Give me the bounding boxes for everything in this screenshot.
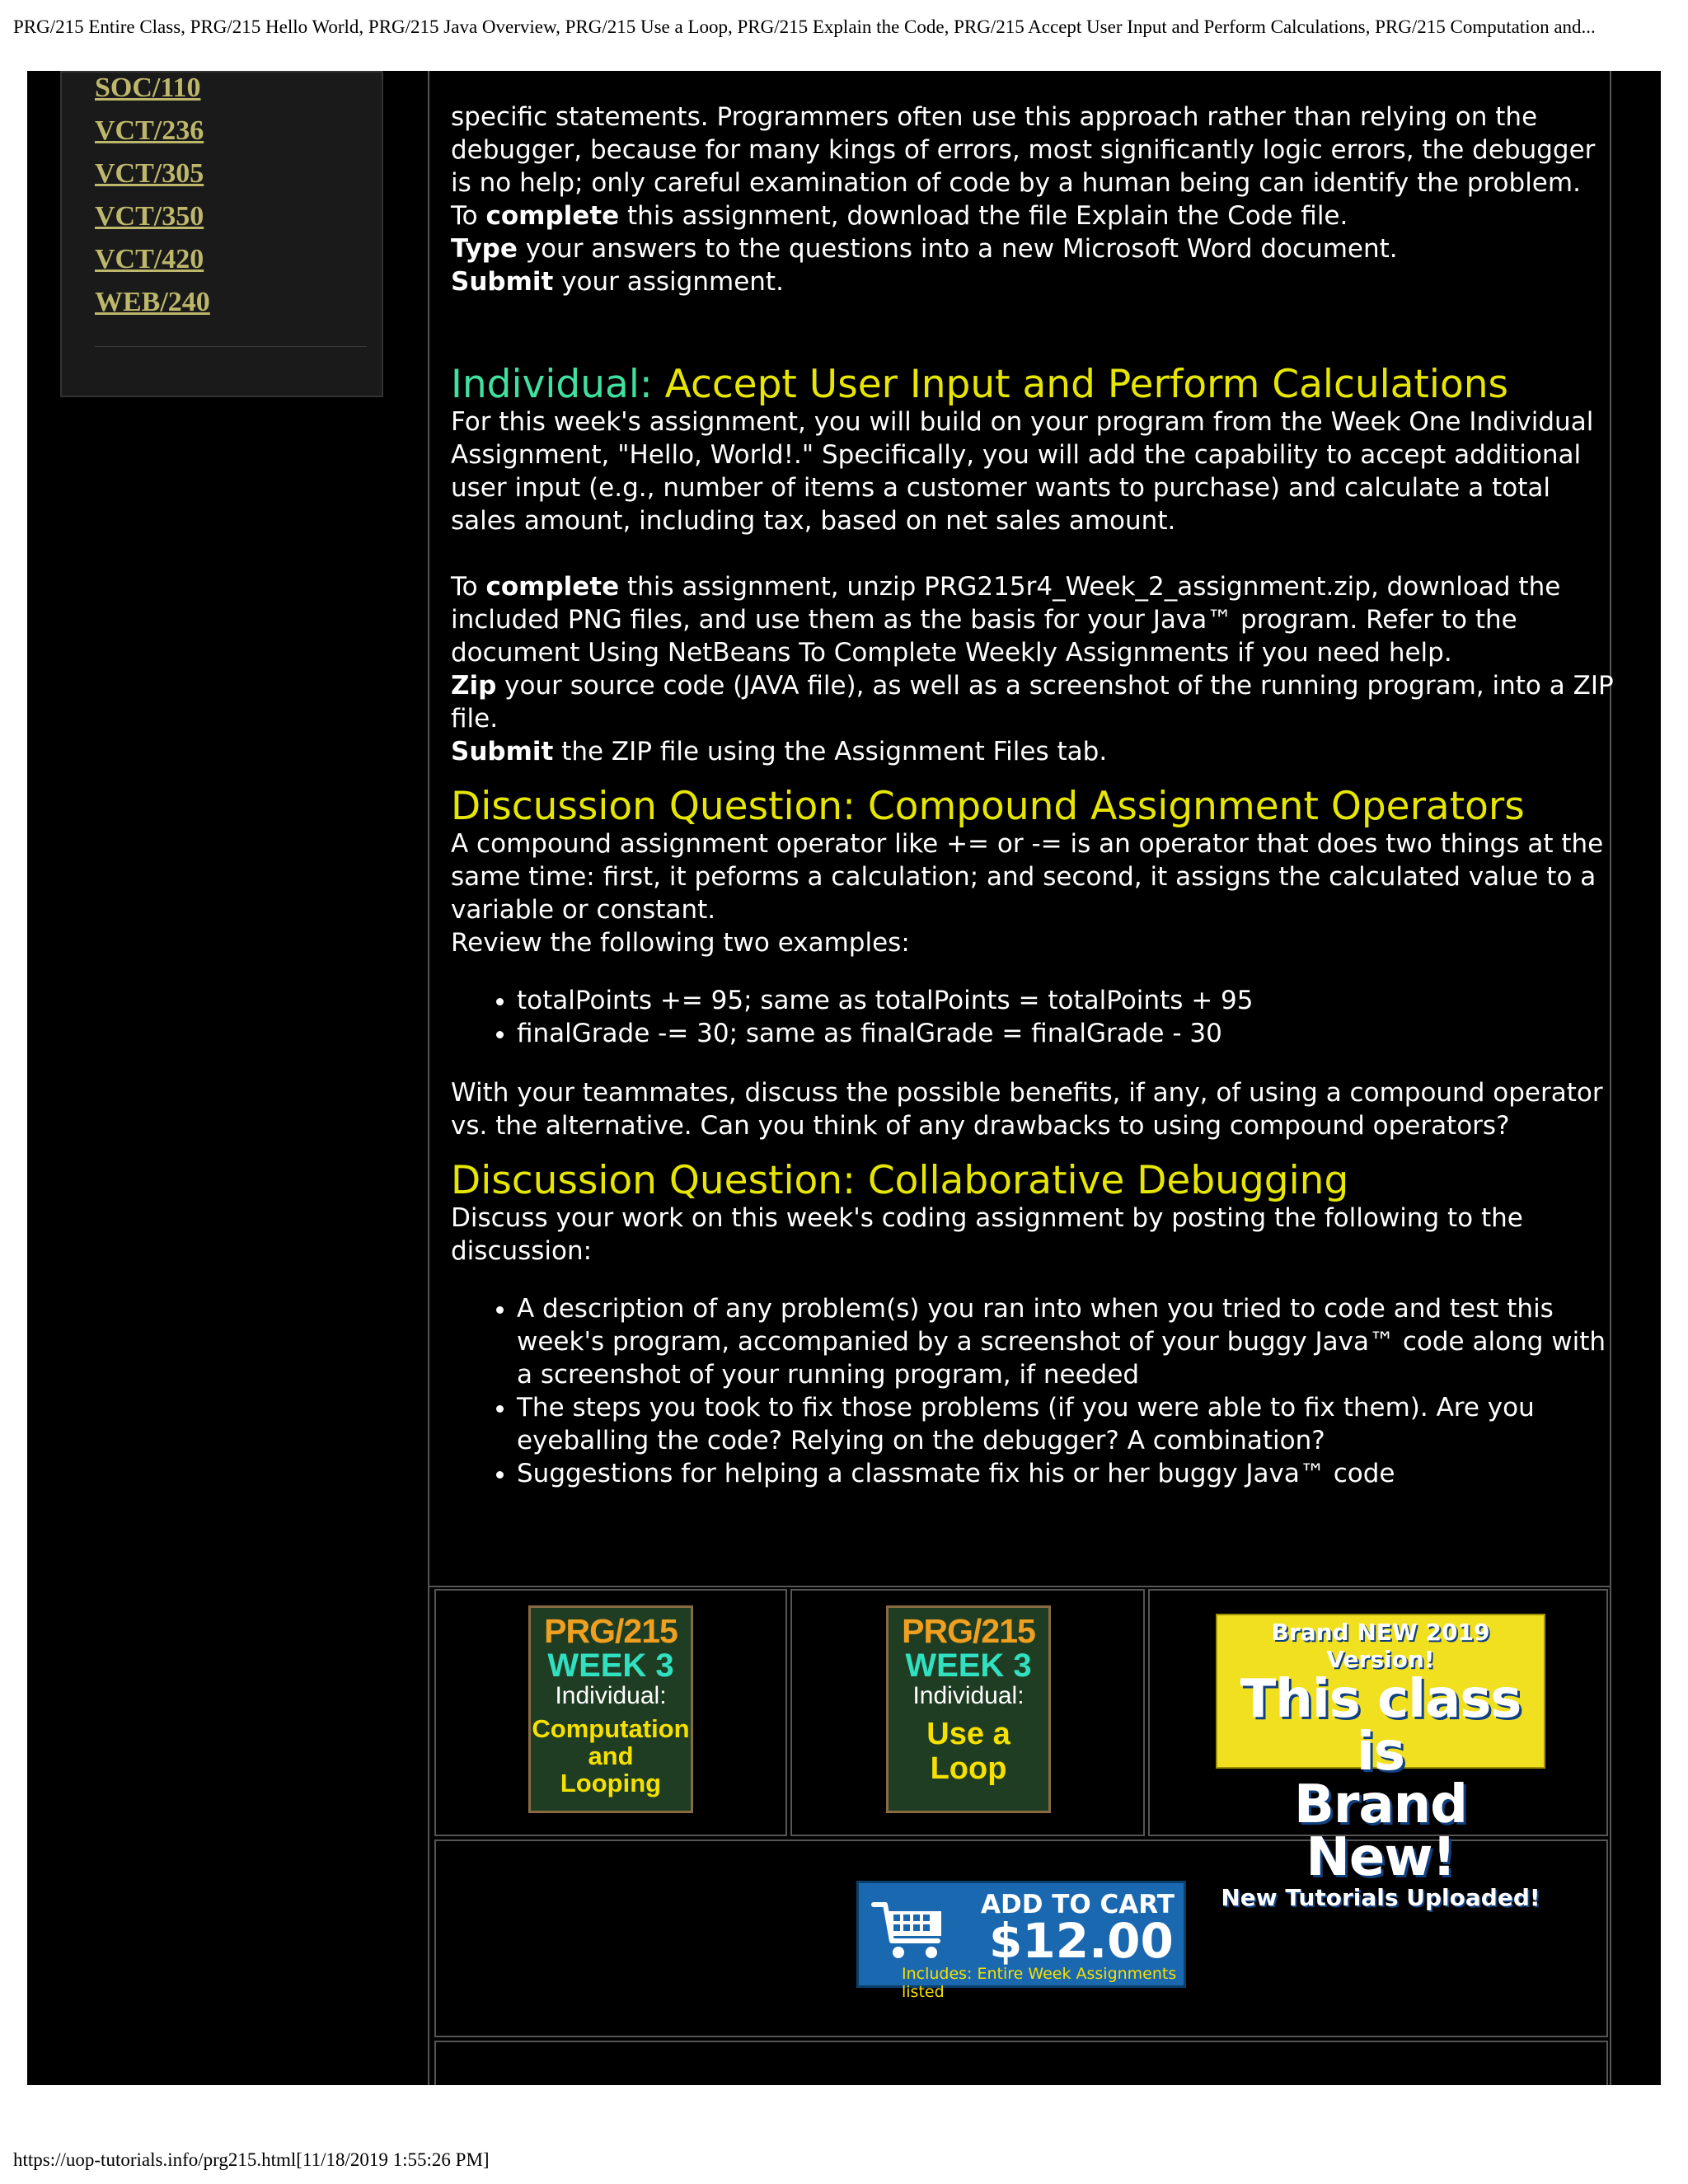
cart-label: ADD TO CART xyxy=(981,1890,1175,1919)
sidebar-course-list xyxy=(60,71,383,397)
print-header: PRG/215 Entire Class, PRG/215 Hello World, PRG/215 Java Overview, PRG/215 Use a Loop, PRG/215 Explain the Code, PRG/215 Accept User Input and Perform Calculations, PRG/215 Computation and... xyxy=(13,16,1596,37)
cart-price: $12.00 xyxy=(989,1913,1174,1969)
add-to-cart-button[interactable] xyxy=(856,1881,1186,2001)
sidebar-divider xyxy=(95,346,367,347)
dq1-example-list xyxy=(451,984,1621,1050)
sidebar-item-web240[interactable]: WEB/240 xyxy=(95,287,210,317)
explain-code-step-type: Type your answers to the questions into a new Microsoft Word document. xyxy=(451,234,1398,264)
dq2-heading: Discussion Question: Collaborative Debugging xyxy=(451,1158,1349,1203)
individual-body: For this week's assignment, you will build on your program from the Week One Individual Assignment, "Hello, World!." Specifically, you will add the capability to accept additional user input (e.g., number of items a customer wants to purchase) and calculate a total sales amount, including tax, based on net sales amount. xyxy=(451,407,1594,536)
dq1-prompt: With your teammates, discuss the possible benefits, if any, of using a compound operator vs. the alternative. Can you think of any drawbacks to using compound operators? xyxy=(451,1078,1603,1141)
sidebar-item-vct420[interactable]: VCT/420 xyxy=(95,244,204,274)
individual-step-complete: To complete this assignment, unzip PRG215r4_Week_2_assignment.zip, download the included PNG files, and use them as the basis for your Java™ program. Refer to the document Using NetBeans To Complete Weekly Assignments if you need help. xyxy=(451,572,1561,668)
product-thumbnail-loop[interactable]: PRG/215 WEEK 3 Individual: Use a Loop xyxy=(886,1605,1051,1813)
brand-new-banner[interactable]: Brand NEW 2019 Version! This class is Brand New! New Tutorials Uploaded! xyxy=(1216,1614,1545,1769)
sidebar-item-vct305[interactable]: VCT/305 xyxy=(95,158,204,189)
cart-note: Includes: Entire Week Assignments listed xyxy=(902,1965,1177,2001)
list-item: • A description of any problem(s) you ran into when you tried to code and test this week's program, accompanied by a screenshot of your buggy Java™ code along with a screenshot of your running program, if needed xyxy=(517,1292,1621,1391)
table-border-top xyxy=(428,1586,1611,1587)
dq2-paragraph: Discuss your work on this week's coding assignment by posting the following to the discussion: xyxy=(451,1203,1523,1266)
list-item: • The steps you took to fix those problems (if you were able to fix them). Are you eyeballing the code? Relying on the debugger? A combination? xyxy=(517,1391,1621,1457)
explain-code-step-complete: To complete this assignment, download the file Explain the Code file. xyxy=(451,201,1348,231)
print-footer: https://uop-tutorials.info/prg215.html[11/18/2019 1:55:26 PM] xyxy=(13,2149,490,2170)
page-body xyxy=(27,71,1661,2085)
shopping-cart-icon xyxy=(870,1898,950,1964)
individual-step-zip: Zip your source code (JAVA file), as well as a screenshot of the running program, into a ZIP file. xyxy=(451,671,1614,733)
explain-code-intro: specific statements. Programmers often use this approach rather than relying on the debugger, because for many kings of errors, most significantly logic errors, the debugger is no help; only careful examination of code by a human being can identify the problem. xyxy=(451,102,1596,198)
list-item: • Suggestions for helping a classmate fix his or her buggy Java™ code xyxy=(517,1457,1621,1490)
explain-code-step-submit: Submit your assignment. xyxy=(451,267,784,297)
sidebar-item-vct350[interactable]: VCT/350 xyxy=(95,201,204,232)
sidebar-item-soc110[interactable]: SOC/110 xyxy=(95,73,201,103)
dq2-list xyxy=(451,1292,1621,1490)
sidebar-item-vct236[interactable]: VCT/236 xyxy=(95,115,204,146)
list-item: • finalGrade -= 30; same as finalGrade = finalGrade - 30 xyxy=(517,1017,1621,1050)
individual-step-submit: Submit the ZIP file using the Assignment Files tab. xyxy=(451,737,1108,766)
column-divider-left xyxy=(428,71,429,2085)
product-thumbnail-computation[interactable]: PRG/215 WEEK 3 Individual: Computation and Looping xyxy=(528,1605,693,1813)
list-item: • totalPoints += 95; same as totalPoints = totalPoints + 95 xyxy=(517,984,1621,1017)
dq1-paragraph: A compound assignment operator like += or -= is an operator that does two things at the same time: first, it peforms a calculation; and second, it assigns the calculated value to a variable or constant. xyxy=(451,829,1604,925)
empty-cell xyxy=(434,2041,1608,2085)
dq1-heading: Discussion Question: Compound Assignment Operators xyxy=(451,784,1525,829)
dq1-review: Review the following two examples: xyxy=(451,928,910,958)
individual-heading: Individual: Accept User Input and Perform Calculations xyxy=(451,362,1508,407)
main-content xyxy=(451,101,1621,1490)
explain-code-section xyxy=(451,101,1621,298)
